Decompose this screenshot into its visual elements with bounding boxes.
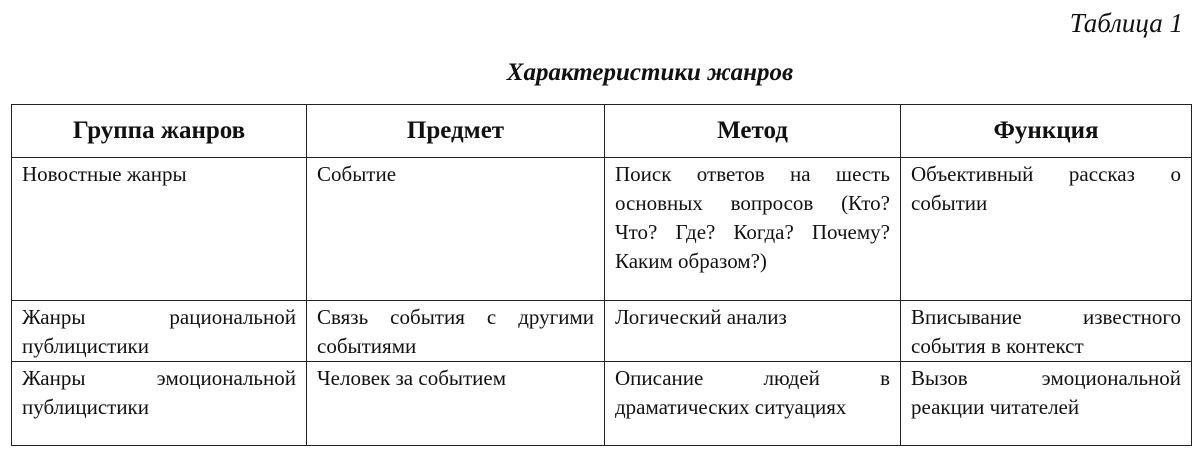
cell-subject: Человек за событием	[307, 362, 605, 446]
table-row	[12, 362, 1192, 446]
cell-method: Поиск ответов на шесть основных вопросов (Кто? Что? Где? Когда? Почему? Каким образом?)	[605, 158, 901, 301]
cell-method: Описание людей в драматических ситуациях	[605, 362, 901, 446]
cell-function: Объективный рассказ о событии	[901, 158, 1192, 301]
table-number-label: Таблица 1	[1069, 8, 1183, 38]
cell-genre-group: Жанры эмоциональной публицистики	[12, 362, 307, 446]
table-row	[12, 301, 1192, 362]
header-genre-group: Группа жанров	[12, 105, 307, 158]
table-title	[0, 57, 1200, 89]
header-method: Метод	[605, 105, 901, 158]
cell-genre-group: Новостные жанры	[12, 158, 307, 301]
header-subject: Предмет	[307, 105, 605, 158]
cell-genre-group: Жанры рациональной публицистики	[12, 301, 307, 362]
header-row	[12, 105, 1192, 158]
cell-subject: Событие	[307, 158, 605, 301]
cell-method: Логический анализ	[605, 301, 901, 362]
genres-table	[11, 104, 1192, 446]
table-row	[12, 158, 1192, 301]
cell-function: Вызов эмоциональной реакции читателей	[901, 362, 1192, 446]
cell-function: Вписывание известного события в контекст	[901, 301, 1192, 362]
header-function: Функция	[901, 105, 1192, 158]
table-title-text: Характеристики жанров	[506, 59, 794, 86]
cell-subject: Связь события с другими событиями	[307, 301, 605, 362]
